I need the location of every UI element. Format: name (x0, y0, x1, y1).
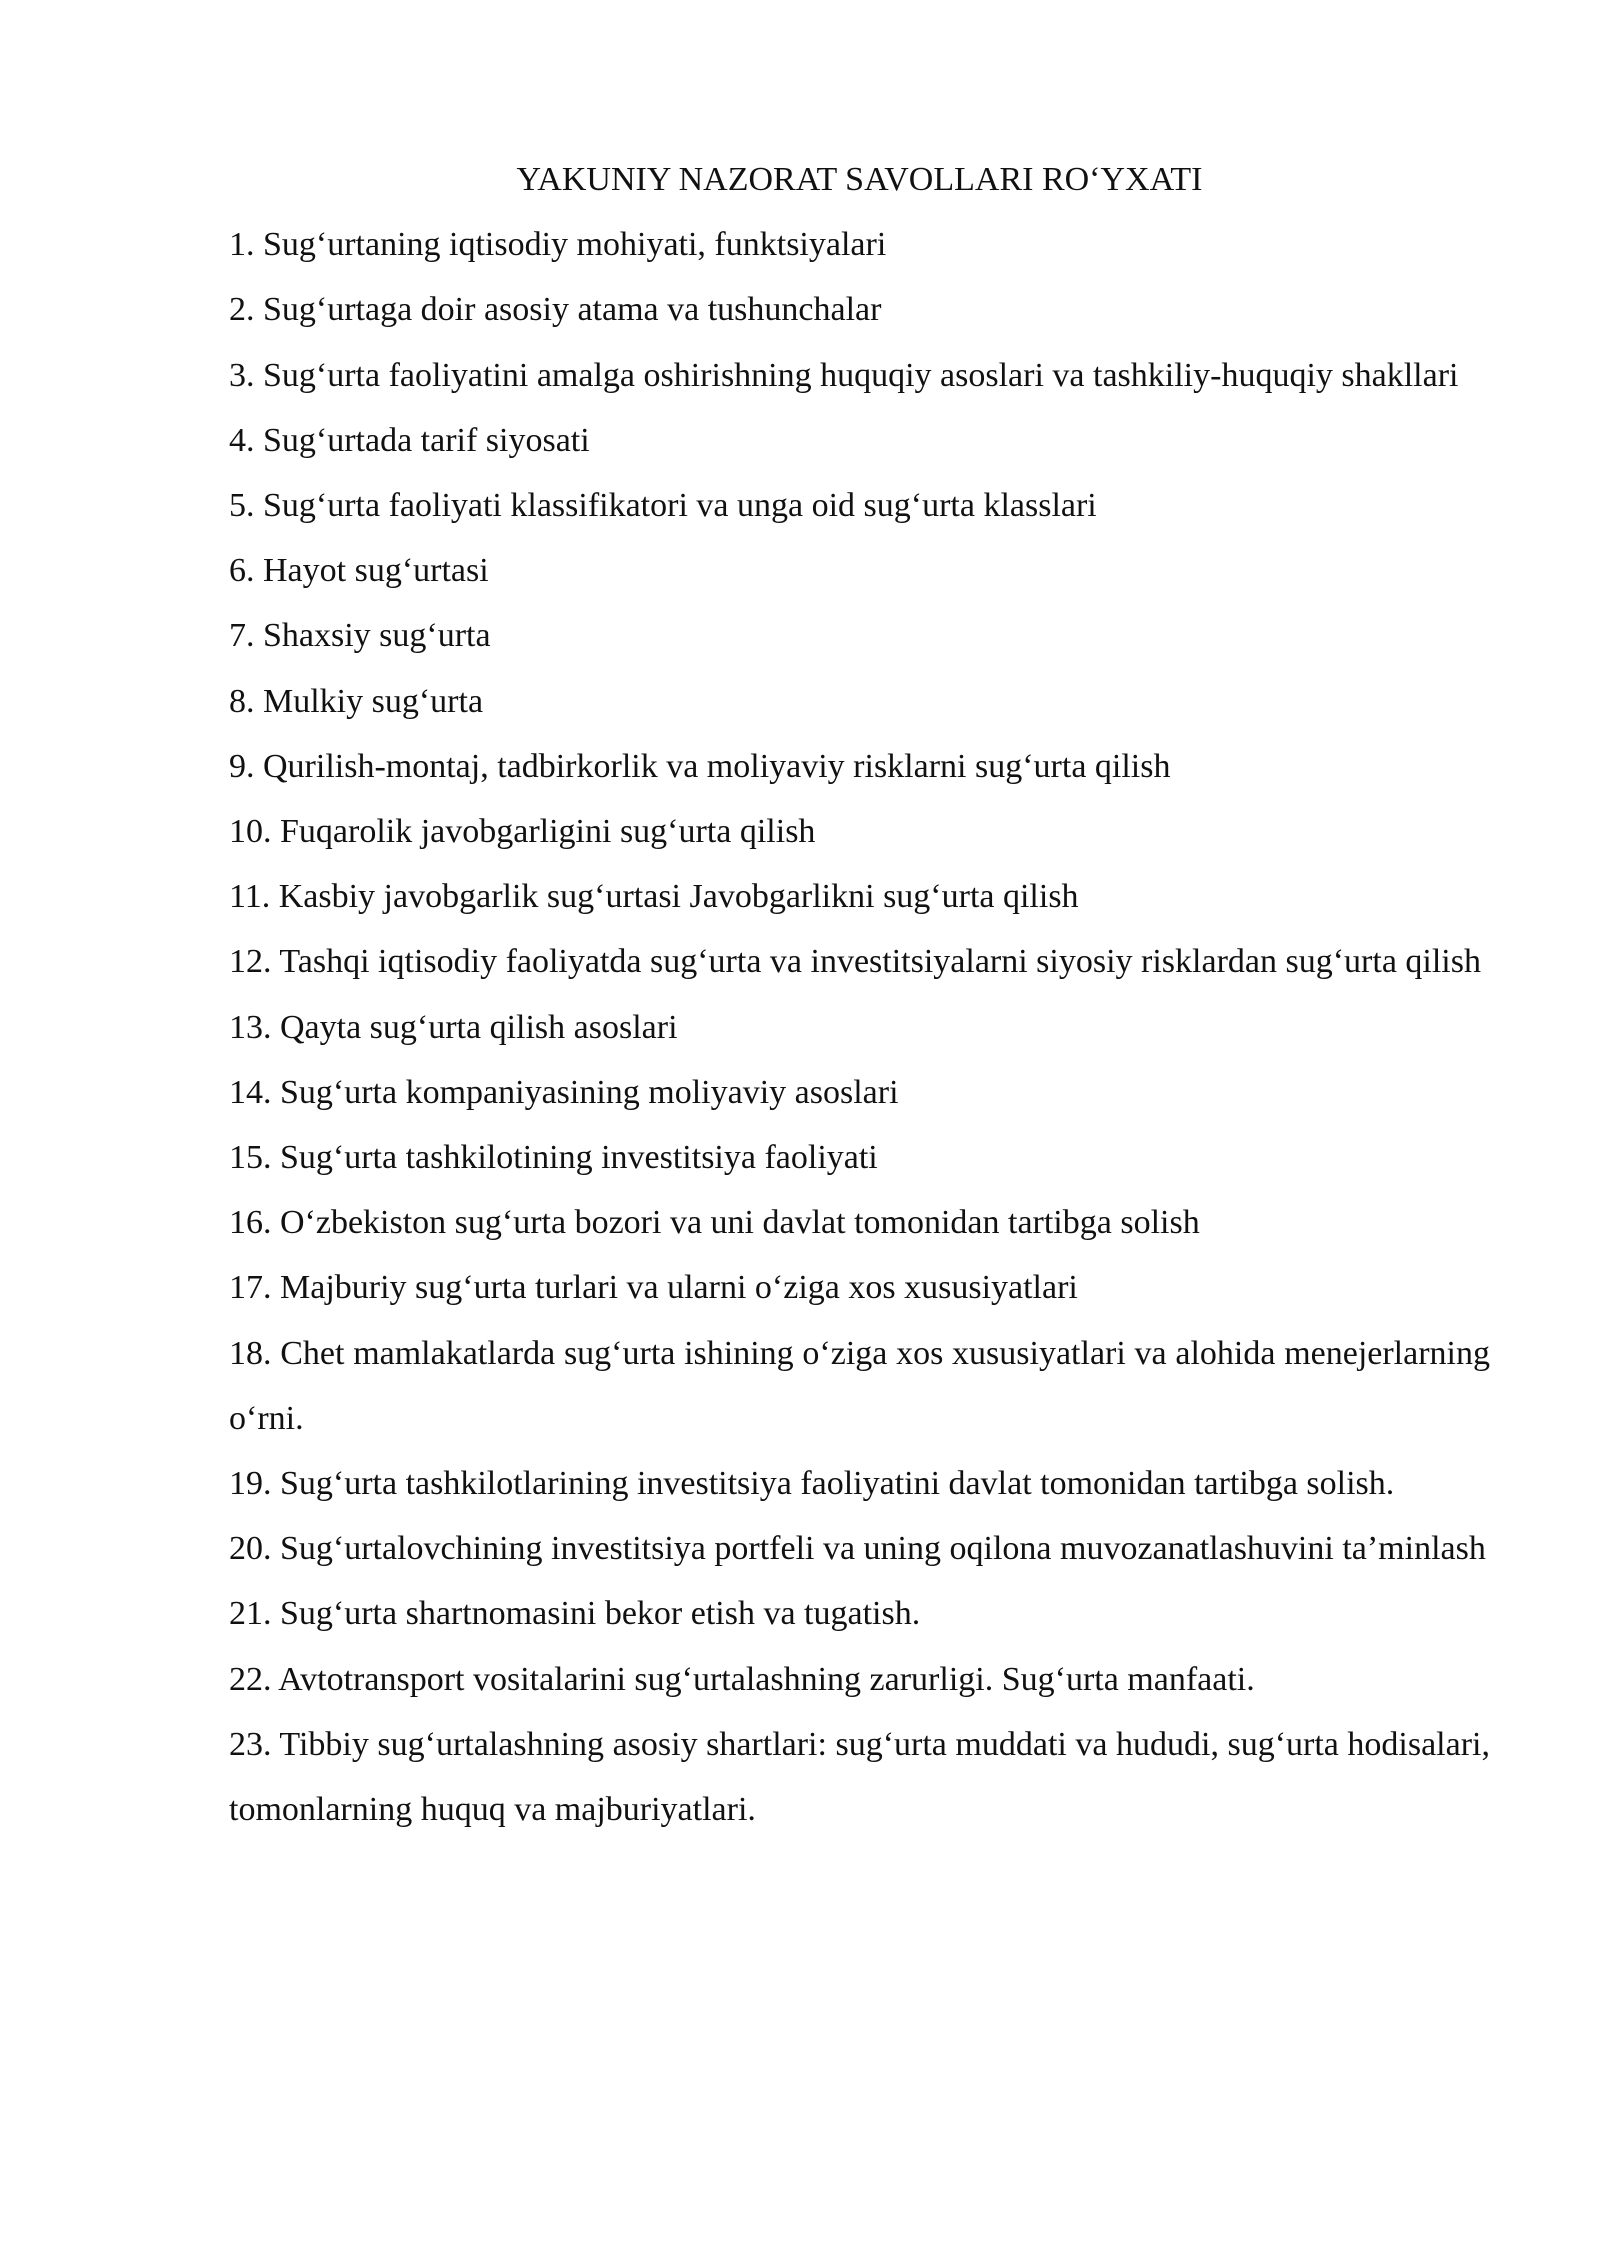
list-item-7: 7. Shaxsiy sug‘urta (229, 617, 491, 655)
list-item-1: 1. Sug‘urtaning iqtisodiy mohiyati, funktsiyalari (229, 226, 887, 264)
document-title: YAKUNIY NAZORAT SAVOLLARI RO‘YXATI (516, 161, 1203, 198)
list-item-21: 21. Sug‘urta shartnomasini bekor etish va tugatish. (229, 1595, 921, 1633)
list-item-12: 12. Tashqi iqtisodiy faoliyatda sug‘urta va investitsiyalarni siyosiy risklardan sug‘urta qilish (229, 943, 1481, 981)
document-body (229, 147, 1490, 1842)
list-item-4: 4. Sug‘urtada tarif siyosati (229, 421, 590, 459)
list-item-15: 15. Sug‘urta tashkilotining investitsiya faoliyati (229, 1139, 878, 1177)
list-item-11: 11. Kasbiy javobgarlik sug‘urtasi Javobgarlikni sug‘urta qilish (229, 878, 1079, 916)
list-item-8: 8. Mulkiy sug‘urta (229, 682, 484, 720)
list-item-2: 2. Sug‘urtaga doir asosiy atama va tushunchalar (229, 291, 882, 329)
list-item-14: 14. Sug‘urta kompaniyasining moliyaviy asoslari (229, 1073, 899, 1111)
list-item-23: 23. Tibbiy sug‘urtalashning asosiy shartlari: sug‘urta muddati va hududi, sug‘urta hodisalari, tomonlarning huquq va majburiyatlari. (229, 1725, 1490, 1829)
list-item-6: 6. Hayot sug‘urtasi (229, 552, 489, 590)
list-item-5: 5. Sug‘urta faoliyati klassifikatori va unga oid sug‘urta klasslari (229, 487, 1097, 525)
list-item-17: 17. Majburiy sug‘urta turlari va ularni o‘ziga xos xususiyatlari (229, 1269, 1078, 1307)
list-item-13: 13. Qayta sug‘urta qilish asoslari (229, 1008, 678, 1046)
list-item-9: 9. Qurilish-montaj, tadbirkorlik va moliyaviy risklarni sug‘urta qilish (229, 747, 1171, 785)
list-item-18: 18. Chet mamlakatlarda sug‘urta ishining o‘ziga xos xususiyatlari va alohida menejerlarning o‘rni. (229, 1334, 1490, 1437)
list-item-20: 20. Sug‘urtalovchining investitsiya portfeli va uning oqilona muvozanatlashuvini ta’minlash (229, 1530, 1486, 1568)
list-item-19: 19. Sug‘urta tashkilotlarining investitsiya faoliyatini davlat tomonidan tartibga solish. (229, 1465, 1395, 1503)
list-item-3: 3. Sug‘urta faoliyatini amalga oshirishning huquqiy asoslari va tashkiliy-huquqiy shakllari (229, 356, 1459, 394)
list-item-22: 22. Avtotransport vositalarini sug‘urtalashning zarurligi. Sug‘urta manfaati. (229, 1660, 1255, 1698)
list-item-16: 16. O‘zbekiston sug‘urta bozori va uni davlat tomonidan tartibga solish (229, 1204, 1200, 1242)
list-item-10: 10. Fuqarolik javobgarligini sug‘urta qilish (229, 813, 816, 851)
